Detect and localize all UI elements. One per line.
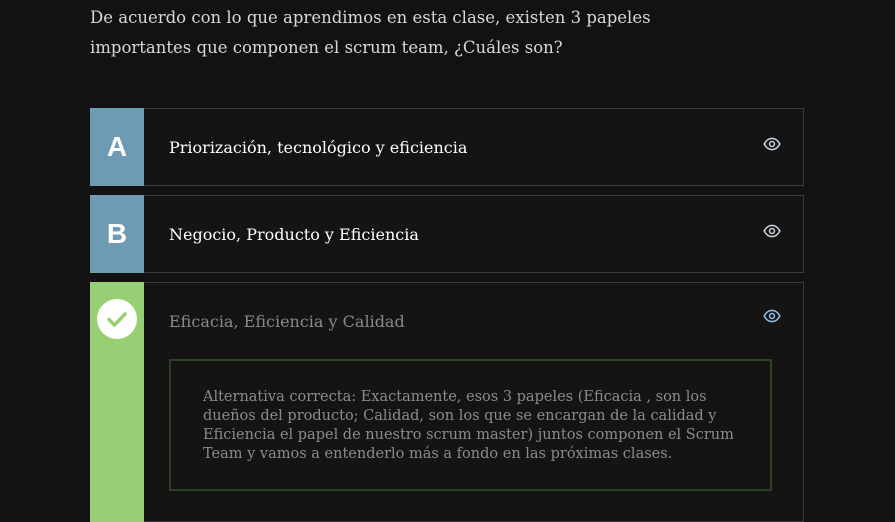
option-b[interactable]: [90, 195, 804, 273]
option-c-label: Eficacia, Eficiencia y Calidad: [169, 311, 405, 331]
feedback-box: Alternativa correcta: Exactamente, esos 3 papeles (Eficacia , son los dueños del producto; Calidad, son los que se encargan de la calidad y Eficiencia el papel de nuestro scrum master) juntos componen el Scrum Team y vamos a entenderlo más a fondo en las próximas clases.: [169, 359, 772, 491]
eye-icon[interactable]: [763, 135, 781, 153]
checkmark-icon: [97, 299, 137, 339]
eye-icon[interactable]: [763, 222, 781, 240]
option-a-label: Priorización, tecnológico y eficiencia: [169, 137, 468, 157]
question-text: De acuerdo con lo que aprendimos en esta clase, existen 3 papeles importantes que componen el scrum team, ¿Cuáles son?: [90, 8, 651, 57]
correct-badge: [90, 282, 144, 522]
option-a[interactable]: [90, 108, 804, 186]
eye-icon[interactable]: [763, 307, 781, 325]
option-b-label: Negocio, Producto y Eficiencia: [169, 224, 419, 244]
option-b-letter: B: [90, 195, 144, 273]
option-c[interactable]: [90, 282, 804, 522]
option-a-letter: A: [90, 108, 144, 186]
